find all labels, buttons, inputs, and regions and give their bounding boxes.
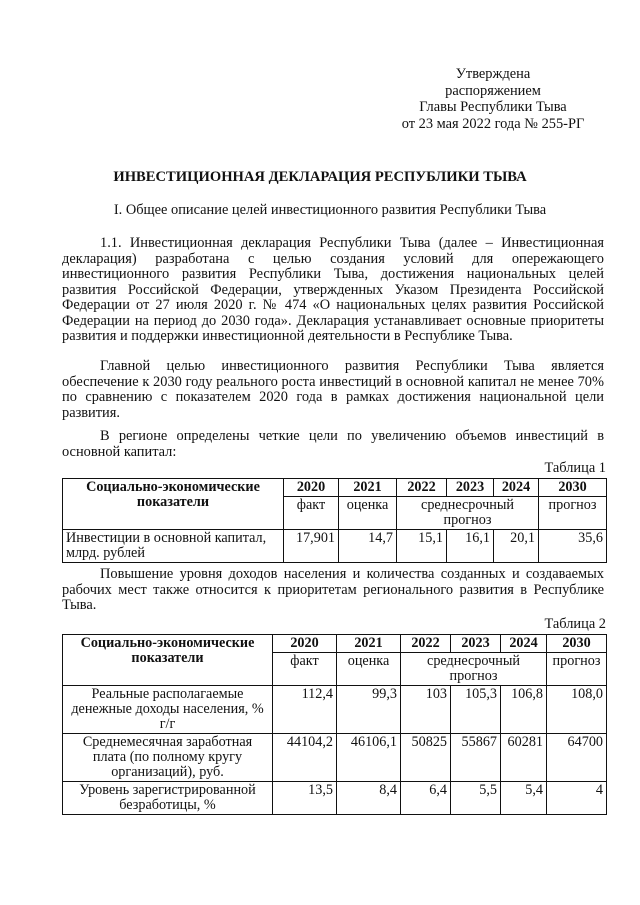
year-header: 2023 — [447, 479, 494, 497]
year-header: 2030 — [547, 635, 607, 653]
table-cell: 60281 — [501, 734, 547, 782]
section-heading: I. Общее описание целей инвестиционного развития Республики Тыва — [113, 202, 547, 218]
year-header: 2020 — [273, 635, 337, 653]
subheader-estimate: оценка — [339, 497, 397, 530]
paragraph: Главной целью инвестиционного развития Республики Тыва является обеспечение к 2030 году реального роста инвестиций в основной капитал не менее 70% по сравнению с показателем 2020 года в рамках достижения национальной цели развития. — [62, 358, 604, 421]
row-label: Уровень зарегистрированной безработицы, % — [63, 782, 273, 815]
table-caption: Таблица 1 — [544, 460, 606, 476]
row-label: Инвестиции в основной капитал, млрд. рублей — [63, 530, 284, 563]
table-cell: 112,4 — [273, 686, 337, 734]
table-cell: 99,3 — [337, 686, 401, 734]
year-header: 2023 — [451, 635, 501, 653]
year-header: 2024 — [501, 635, 547, 653]
table-cell: 5,5 — [451, 782, 501, 815]
table-row — [63, 530, 607, 563]
table-cell: 6,4 — [401, 782, 451, 815]
table-cell: 44104,2 — [273, 734, 337, 782]
year-header: 2022 — [397, 479, 447, 497]
table-cell: 15,1 — [397, 530, 447, 563]
approval-line: распоряжением — [445, 82, 541, 99]
table-cell: 16,1 — [447, 530, 494, 563]
year-header: 2021 — [337, 635, 401, 653]
year-header: 2020 — [284, 479, 339, 497]
paragraph: В регионе определены четкие цели по увеличению объемов инвестиций в основной капитал: — [62, 428, 604, 460]
subheader-forecast: прогноз — [539, 497, 607, 530]
approval-line: Главы Республики Тыва — [419, 99, 567, 115]
document-title: ИНВЕСТИЦИОННАЯ ДЕКЛАРАЦИЯ РЕСПУБЛИКИ ТЫВА — [113, 169, 527, 185]
table-cell: 46106,1 — [337, 734, 401, 782]
table-cell: 64700 — [547, 734, 607, 782]
approval-line: Утверждена — [455, 66, 531, 82]
income-employment-table — [62, 634, 607, 815]
table-row — [63, 782, 607, 815]
year-header: 2021 — [339, 479, 397, 497]
row-label: Среднемесячная заработная плата (по полному кругу организаций), руб. — [63, 734, 273, 782]
table-row — [63, 686, 607, 734]
header-indicators: Социально-экономические показатели — [63, 635, 273, 686]
table-cell: 103 — [401, 686, 451, 734]
table-cell: 50825 — [401, 734, 451, 782]
table-cell: 105,3 — [451, 686, 501, 734]
year-header: 2024 — [494, 479, 539, 497]
table-row — [63, 734, 607, 782]
table-cell: 20,1 — [494, 530, 539, 563]
table-cell: 14,7 — [339, 530, 397, 563]
table-cell: 17,901 — [284, 530, 339, 563]
table-cell: 8,4 — [337, 782, 401, 815]
header-indicators: Социально-экономические показатели — [63, 479, 284, 530]
subheader-fact: факт — [284, 497, 339, 530]
year-header: 2022 — [401, 635, 451, 653]
subheader-midterm: среднесрочный прогноз — [401, 653, 547, 686]
table-cell: 106,8 — [501, 686, 547, 734]
table-cell: 55867 — [451, 734, 501, 782]
row-label: Реальные располагаемые денежные доходы населения, % г/г — [63, 686, 273, 734]
year-header: 2030 — [539, 479, 607, 497]
investment-table — [62, 478, 607, 563]
table-cell: 108,0 — [547, 686, 607, 734]
table-cell: 5,4 — [501, 782, 547, 815]
table-cell: 4 — [547, 782, 607, 815]
approval-stamp — [388, 66, 598, 132]
subheader-fact: факт — [273, 653, 337, 686]
approval-line: от 23 мая 2022 года № 255-РГ — [401, 115, 585, 132]
subheader-forecast: прогноз — [547, 653, 607, 686]
subheader-estimate: оценка — [337, 653, 401, 686]
table-caption: Таблица 2 — [544, 616, 606, 632]
paragraph: 1.1. Инвестиционная декларация Республики Тыва (далее – Инвестиционная декларация) разработана с целью создания условий для опережающего инвестиционного развития Республики Тыва, достижения национальных целей развития Российской Федерации, утвержденных Указом Президента Российской Федерации от 27 июля 2020 г. № 474 «О национальных целях развития Российской Федерации на период до 2030 года». Декларация устанавливает основные приоритеты развития и поддержки инвестиционной деятельности в Республике Тыва. — [62, 235, 604, 344]
table-cell: 35,6 — [539, 530, 607, 563]
table-cell: 13,5 — [273, 782, 337, 815]
paragraph: Повышение уровня доходов населения и количества созданных и создаваемых рабочих мест также относится к приоритетам регионального развития в Республике Тыва. — [62, 566, 604, 613]
subheader-midterm: среднесрочный прогноз — [397, 497, 539, 530]
